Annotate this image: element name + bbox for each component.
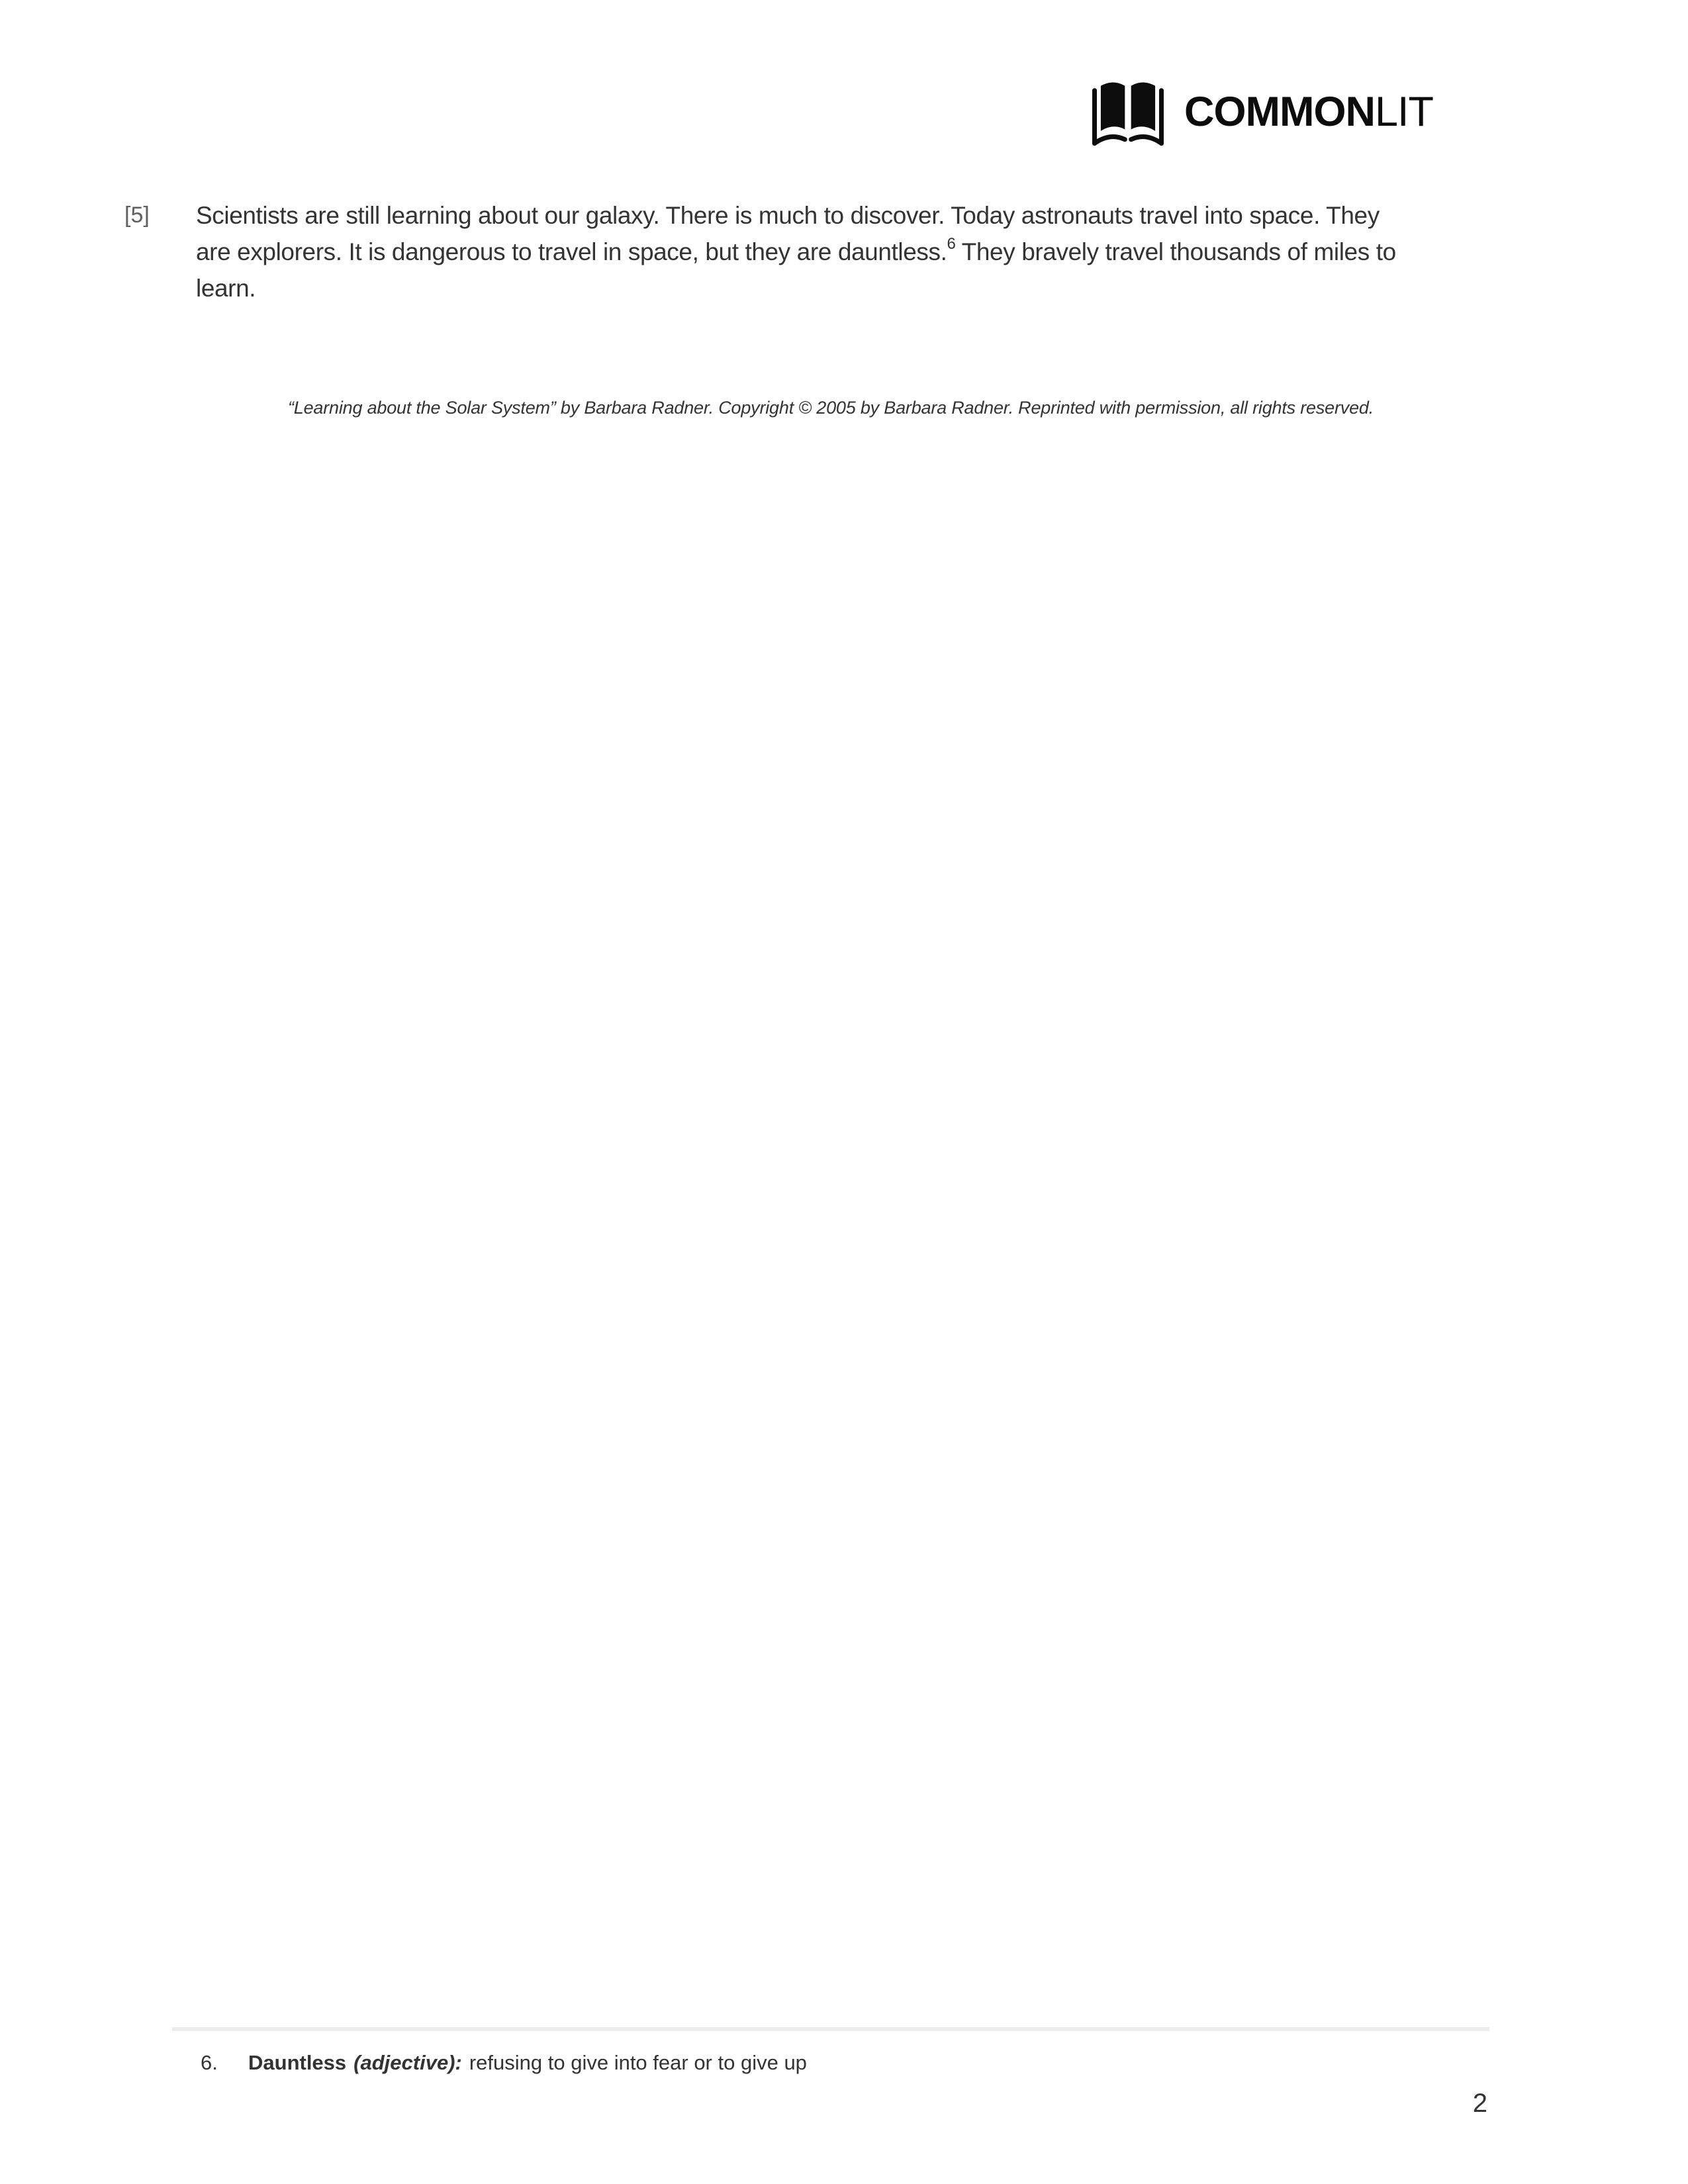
footnote-body	[248, 2049, 807, 2077]
page-number: 2	[1472, 2089, 1487, 2118]
commonlit-logo	[1089, 78, 1433, 150]
footnote-definition: refusing to give into fear or to give up	[469, 2051, 807, 2074]
footnote-term: Dauntless	[248, 2051, 347, 2074]
brand-wordmark-common: COMMON	[1184, 88, 1375, 135]
open-book-icon	[1089, 78, 1167, 150]
footnote-divider	[172, 2027, 1489, 2031]
footnote-reference: 6	[947, 234, 956, 253]
paragraph-text-after-footnote: They bravely travel thousands of miles to learn.	[196, 238, 1396, 302]
footnote	[201, 2049, 1491, 2077]
paragraph-text-before-footnote: Scientists are still learning about our galaxy. There is much to discover. Today astronauts travel into space. They are explorers. It is dangerous to travel in space, but they are dauntless.	[196, 202, 1380, 265]
paragraph-text	[196, 197, 1417, 306]
brand-wordmark-lit: LIT	[1374, 88, 1433, 135]
citation: “Learning about the Solar System” by Barbara Radner. Copyright © 2005 by Barbara Radner. Reprinted with permission, all rights reserved.	[287, 398, 1374, 418]
footnote-number: 6.	[201, 2051, 218, 2074]
paragraph-number: [5]	[124, 203, 150, 228]
passage-paragraph	[124, 197, 1422, 306]
footnote-part-of-speech: (adjective):	[353, 2051, 462, 2074]
brand-wordmark	[1184, 88, 1433, 137]
